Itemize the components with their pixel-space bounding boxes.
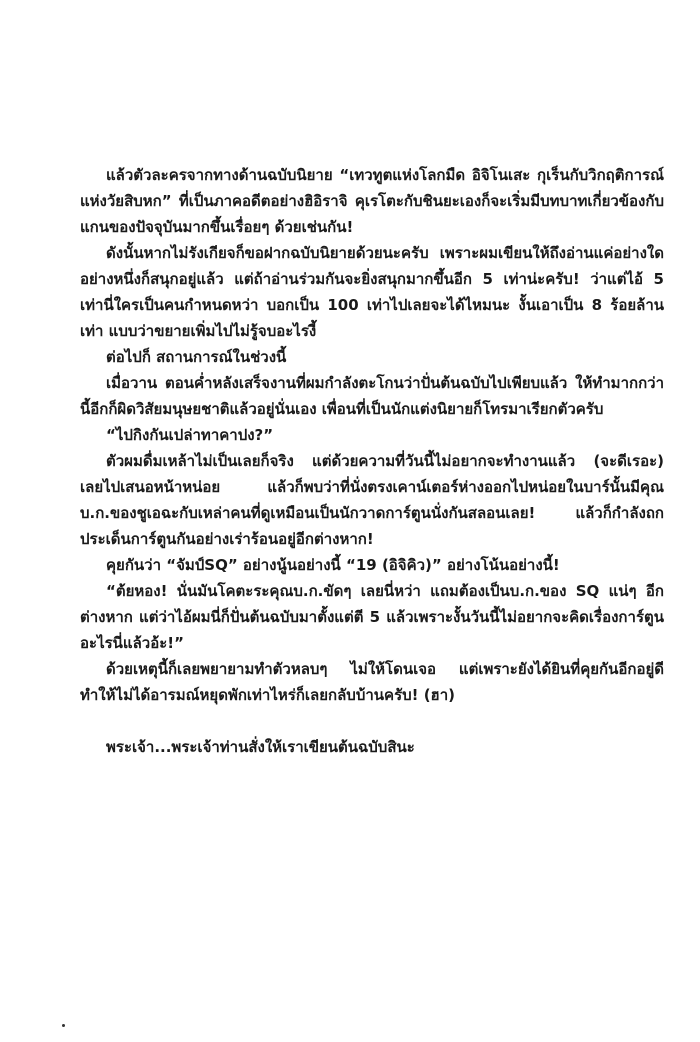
paragraph-5: “ไปกิงกันเปล่าทาคาปง?”: [106, 426, 274, 444]
paragraph-8: “ต้ยหอง! นั่นมันโคตะระคุณบ.ก.ขัดๆ เลยนี่หว่า แถมต้องเป็นบ.ก.ของ SQ แน่ๆ อีกต่างหาก แต่ว่าไอ้ผมนี่ก็ปั่นต้นฉบับมาตั้งแต่ตี 5 แล้วเพราะงั้นวันนี้ไม่อยากจะคิดเรื่องการ์ตูนอะไรนี่แล้วอ้ะ!”: [80, 582, 664, 652]
paragraph-gap: [80, 708, 664, 734]
paragraph-4: เมื่อวาน ตอนค่ำหลังเสร็จงานที่ผมกำลังตะโกนว่าปั่นต้นฉบับไปเพียบแล้ว ให้ทำมากกว่านี้อีกก็ผิดวิสัยมนุษยชาติแล้วอยู่นั่นเอง เพื่อนที่เป็นนักแต่งนิยายก็โทรมาเรียกตัวครับ: [80, 374, 664, 418]
closing-line: พระเจ้า...พระเจ้าท่านสั่งให้เราเขียนต้นฉบับสินะ: [106, 738, 415, 756]
paragraph-3: ต่อไปก็ สถานการณ์ในช่วงนี้: [106, 348, 287, 366]
paragraph-7: คุยกันว่า “จัมป์SQ” อย่างนู้นอย่างนี้ “19 (อิจิคิว)” อย่างโน้นอย่างนี้!: [106, 556, 560, 574]
body-text: [80, 162, 664, 760]
paragraph-2: ดังนั้นหากไม่รังเกียจก็ขอฝากฉบับนิยายด้วยนะครับ เพราะผมเขียนให้ถึงอ่านแค่อย่างใดอย่างหนึ่งก็สนุกอยู่แล้ว แต่ถ้าอ่านร่วมกันจะยิ่งสนุกมากขึ้นอีก 5 เท่าน่ะครับ! ว่าแต่ไอ้ 5 เท่านี่ใครเป็นคนกำหนดหว่า บอกเป็น 100 เท่าไปเลยจะได้ไหมนะ งั้นเอาเป็น 8 ร้อยล้านเท่า แบบว่าขยายเพิ่มไปไม่รู้จบอะไรงี้: [80, 244, 664, 340]
paragraph-9: ด้วยเหตุนี้ก็เลยพยายามทำตัวหลบๆ ไม่ให้โดนเจอ แต่เพราะยังได้ยินที่คุยกันอีกอยู่ดีทำให้ไม่ได้อารมณ์หยุดพักเท่าไหร่ก็เลยกลับบ้านครับ! (ฮา): [80, 660, 664, 704]
page-speck: [62, 1024, 65, 1027]
paragraph-6: ตัวผมดื่มเหล้าไม่เป็นเลยก็จริง แต่ด้วยความที่วันนี้ไม่อยากจะทำงานแล้ว (จะดีเรอะ) เลยไปเสนอหน้าหน่อย แล้วก็พบว่าที่นั่งตรงเคาน์เตอร์ห่างออกไปหน่อยในบาร์นั้นมีคุณบ.ก.ของชูเอฉะกับเหล่าคนที่ดูเหมือนเป็นนักวาดการ์ตูนนั่งกันสลอนเลย! แล้วก็กำลังถกประเด็นการ์ตูนกันอย่างเร่าร้อนอยู่อีกต่างหาก!: [80, 452, 664, 548]
paragraph-1: แล้วตัวละครจากทางด้านฉบับนิยาย “เทวทูตแห่งโลกมืด อิจิโนเสะ กุเร็นกับวิกฤติการณ์แห่งวัยสิบหก” ที่เป็นภาคอดีตอย่างฮิอิราจิ คุเรโตะกับชินยะเองก็จะเริ่มมีบทบาทเกี่ยวข้องกับแกนของปัจจุบันมากขึ้นเรื่อยๆ ด้วยเช่นกัน!: [80, 166, 664, 236]
